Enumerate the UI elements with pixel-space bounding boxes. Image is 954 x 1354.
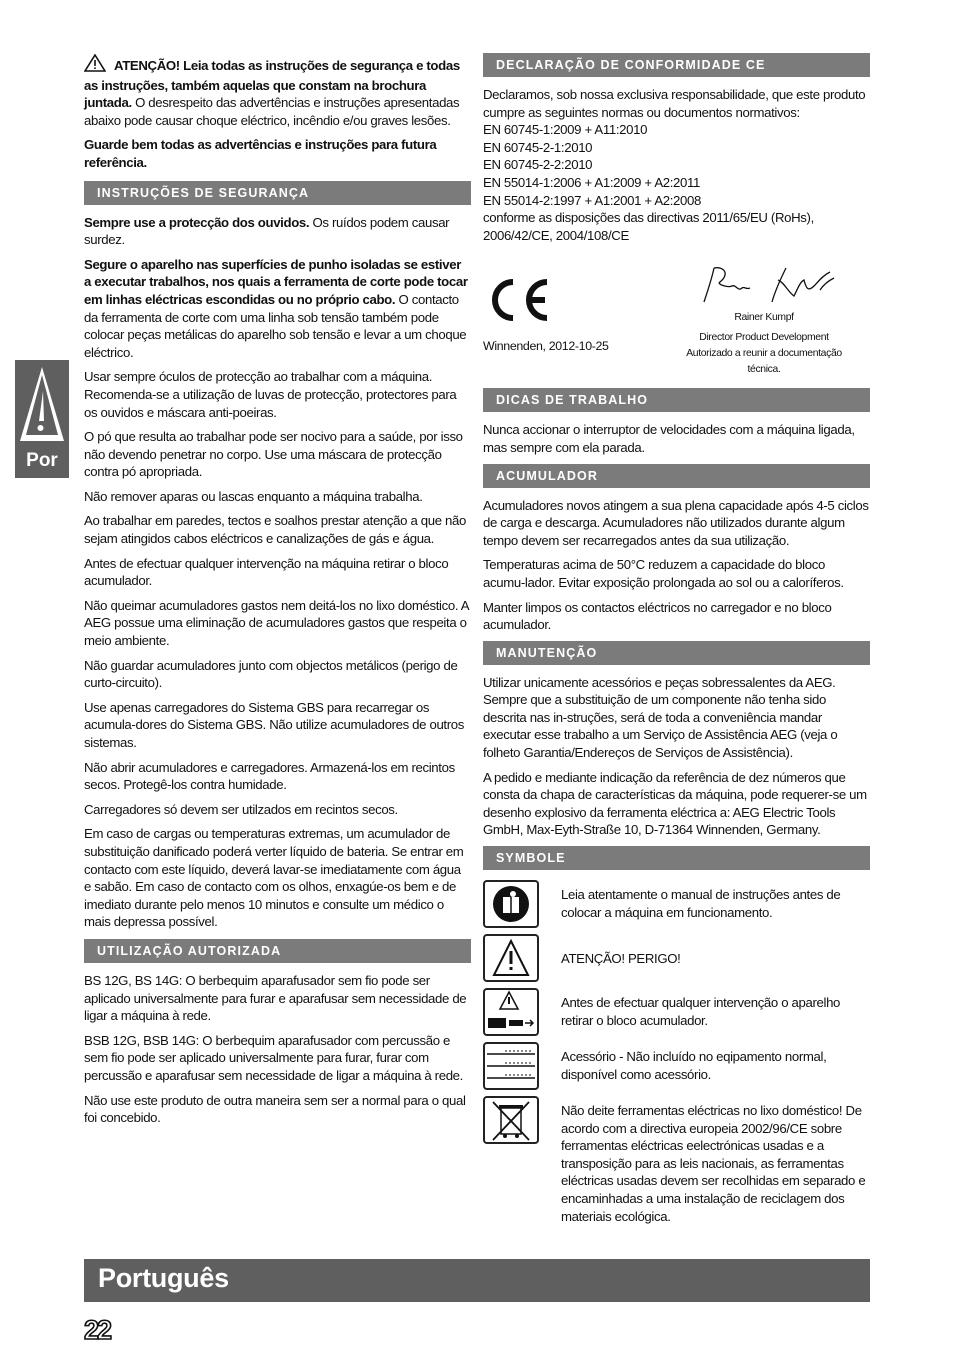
use-item: Não use este produto de outra maneira sem ser a normal para o qual foi concebido.	[84, 1092, 466, 1126]
norm-item: EN 55014-2:1997 + A1:2001 + A2:2008	[483, 192, 701, 208]
signer-name: Rainer Kumpf	[734, 312, 794, 324]
ce-signature-row	[483, 256, 870, 376]
battery-item: Temperaturas acima de 50°C reduzem a capacidade do bloco acumu-lador. Evitar exposição prolongada ao sol ou a caloríferos.	[483, 557, 844, 590]
safety-item: Antes de efectuar qualquer intervenção na máquina retirar o bloco acumulador.	[84, 555, 449, 589]
symbol-row	[483, 934, 870, 982]
safety-bold: Segure o aparelho nas superfícies de punho isoladas se estiver a executar trabalhos, nos quais a ferramenta de corte pode tocar em linhas eléctricas escondidas ou no próprio cabo.	[84, 256, 468, 307]
section-header-maintenance: MANUTENÇÃO	[483, 641, 870, 665]
language-label: Por	[26, 450, 58, 471]
symbol-text: Antes de efectuar qualquer intervenção o aparelho retirar o bloco acumulador.	[561, 995, 841, 1028]
ce-mark-icon	[483, 276, 553, 329]
weee-bin-icon	[483, 1096, 539, 1144]
signer-note: Autorizado a reunir a documentação técnica.	[686, 348, 842, 376]
use-item: BSB 12G, BSB 14G: O berbequim aparafusador com percussão e sem fio pode ser aplicado universalmente para furar, furar com percussão e aparafusar sem necessidade de ligar a máquina à rede.	[84, 1032, 463, 1083]
section-header-safety: INSTRUÇÕES DE SEGURANÇA	[84, 181, 471, 205]
manual-read-icon	[483, 880, 539, 928]
use-item: BS 12G, BS 14G: O berbequim aparafusador sem fio pode ser aplicado universalmente para furar e aparafusar sem necessidade de ligar a máquina à rede.	[84, 972, 467, 1024]
safety-item: Usar sempre óculos de protecção ao trabalhar com a máquina. Recomenda-se a utilização de luvas de protecção, protectores para os ouvidos e máscara anti-poeiras.	[84, 369, 457, 420]
accessory-icon	[483, 1042, 539, 1090]
ce-intro: Declaramos, sob nossa exclusiva responsabilidade, que este produto cumpre as seguintes normas ou documentos normativos:	[483, 87, 866, 120]
handwritten-signature	[669, 262, 859, 310]
keep-instructions	[84, 136, 471, 171]
safety-item: Não abrir acumuladores e carregadores. Armazená-los em recintos secos. Protegê-los contra humidade.	[84, 759, 455, 793]
remove-battery-icon	[483, 988, 539, 1036]
signature-block	[669, 262, 859, 378]
symbol-row	[483, 880, 870, 928]
place-date: Winnenden, 2012-10-25	[483, 339, 609, 354]
section-header-symbols: SYMBOLE	[483, 846, 870, 870]
footer-language-bar	[84, 1259, 870, 1302]
symbol-text: Leia atentamente o manual de instruções antes de colocar a máquina em funcionamento.	[561, 887, 841, 920]
warning-bold: ATENÇÃO! Leia todas as instruções de segurança e todas as instruções, também aquelas que constam na brochura juntada.	[84, 58, 460, 111]
warning-exclamation-icon	[18, 363, 66, 445]
safety-item: Não remover aparas ou lascas enquanto a máquina trabalha.	[84, 488, 423, 504]
safety-item: Em caso de cargas ou temperaturas extremas, um acumulador de substituição danificado poderá verter líquido de bateria. Se entrar em contacto com este líquido, deverá lavar-se imediatamente com água e sabão. Em caso de contacto com os olhos, enxagúe-os bem e de imediato durante pelo menos 10 minutos e consulte um médico o mais depressa possível.	[84, 826, 464, 930]
safety-bold: Sempre use a protecção dos ouvidos.	[84, 214, 310, 230]
symbol-row	[483, 988, 870, 1036]
maintenance-item: Utilizar unicamente acessórios e peças sobressalentes da AEG. Sempre que a substituição de um componente não tenha sido descrita nas in-struções, será de toda a conveniência mandar executar esse trabalho a um Serviço de Assistência AEG (veja o folheto Garantia/Endereços de Serviços de Assistência).	[483, 674, 838, 761]
left-column	[84, 54, 471, 1134]
safety-text: O contacto da ferramenta de corte com uma linha sob tensão também pode colocar peças metálicas do aparelho sob tensão e levar a um choque eléctrico.	[84, 291, 467, 360]
safety-item	[84, 214, 471, 249]
general-warning	[84, 54, 471, 129]
battery-item: Acumuladores novos atingem a sua plena capacidade após 4-5 ciclos de carga e descarga. Acumuladores não utilizados durante algum tempo devem ser recarregados antes da sua utilização.	[483, 497, 869, 548]
safety-item: Ao trabalhar em paredes, tectos e soalhos prestar atenção a que não sejam atingidos cabos eléctricos e canalizações de gás e água.	[84, 513, 466, 547]
language-title: Português	[98, 1263, 229, 1293]
symbol-text: Acessório - Não incluído no eqipamento normal, disponível como acessório.	[561, 1049, 827, 1082]
norm-item: EN 60745-2-1:2010	[483, 139, 593, 155]
norm-item: EN 60745-1:2009 + A11:2010	[483, 122, 648, 138]
symbol-row	[483, 1096, 870, 1225]
keep-bold: Guarde bem todas as advertências e instruções para futura referência.	[84, 137, 437, 170]
warning-triangle-icon	[483, 934, 539, 982]
norms-list	[483, 121, 870, 244]
safety-item: O pó que resulta ao trabalhar pode ser nocivo para a saúde, por isso não devendo penetrar no corpo. Use uma máscara de protecção contra pó apropriada.	[84, 429, 463, 480]
battery-item: Manter limpos os contactos eléctricos no carregador e no bloco acumulador.	[483, 599, 832, 633]
safety-item: Use apenas carregadores do Sistema GBS para recarregar os acumula-dores do Sistema GBS. Não utilize acumuladores de outros sistemas.	[84, 699, 465, 750]
signer-role: Director Product Development	[699, 332, 829, 344]
tips-text: Nunca accionar o interruptor de velocidades com a máquina ligada, mas sempre com ela parada.	[483, 422, 855, 455]
section-header-authorized-use: UTILIZAÇÃO AUTORIZADA	[84, 939, 471, 963]
norm-item: conforme as disposições das directivas 2011/65/EU (RoHs), 2006/42/CE, 2004/108/CE	[483, 210, 814, 243]
symbol-text: ATENÇÃO! PERIGO!	[561, 951, 681, 967]
safety-item: Não queimar acumuladores gastos nem deitá-los no lixo doméstico. A AEG possue uma eliminação de acumuladores gastos que respeita o meio ambiente.	[84, 597, 469, 649]
norm-item: EN 55014-1:2006 + A1:2009 + A2:2011	[483, 174, 701, 190]
safety-text: Os ruídos podem causar surdez.	[84, 214, 450, 248]
language-tab	[15, 360, 69, 478]
safety-item: Não guardar acumuladores junto com objectos metálicos (perigo de curto-circuito).	[84, 657, 458, 691]
symbol-row	[483, 1042, 870, 1090]
safety-item	[84, 256, 471, 362]
page-number: 22	[84, 1315, 111, 1345]
section-header-tips: DICAS DE TRABALHO	[483, 388, 870, 412]
section-header-battery: ACUMULADOR	[483, 464, 870, 488]
symbol-text: Não deite ferramentas eléctricas no lixo doméstico! De acordo com a directiva europeia 2002/96/CE sobre ferramentas eléctricas eelectrónicas usadas e a transposição para as leis nacionais, as ferramentas eléctricas usadas devem ser recolhidas em separado e encaminhadas a uma instalação de reciclagem dos materiais ecológica.	[561, 1103, 866, 1224]
maintenance-item: A pedido e mediante indicação da referência de dez números que consta da chapa de características da máquina, pode requerer-se um desenho explosivo da ferramenta eléctrica a: AEG Electric Tools GmbH, Max-Eyth-Straße 10, D-71364 Winnenden, Germany.	[483, 769, 867, 838]
norm-item: EN 60745-2-2:2010	[483, 157, 593, 173]
safety-item: Carregadores só devem ser utilzados em recintos secos.	[84, 801, 398, 817]
warning-triangle-icon	[84, 54, 106, 77]
warning-text: O desrespeito das advertências e instruções apresentadas abaixo pode causar choque eléctrico, incêndio e/ou graves lesões.	[84, 95, 460, 128]
right-column	[483, 53, 870, 1231]
section-header-ce: DECLARAÇÃO DE CONFORMIDADE CE	[483, 53, 870, 77]
